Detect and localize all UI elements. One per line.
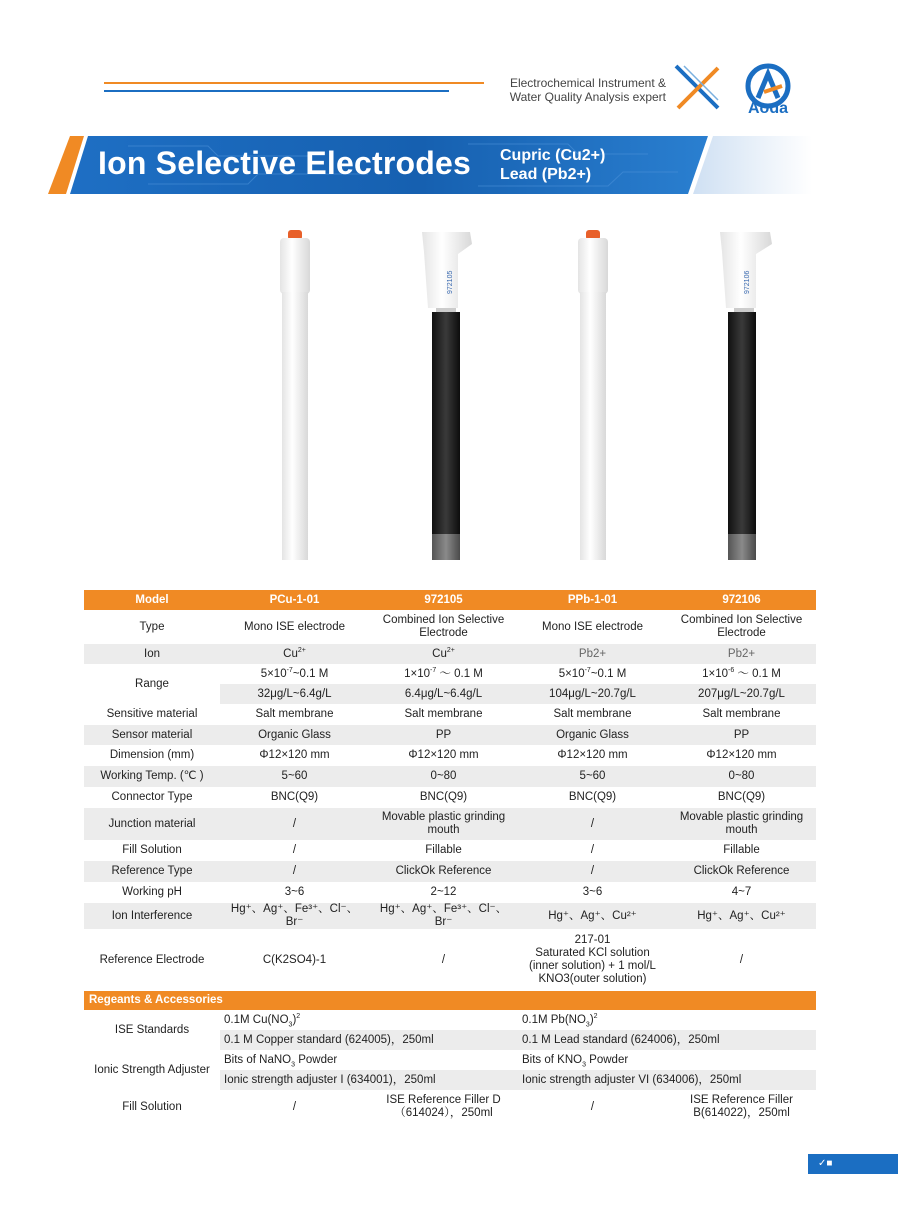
row-label: Ion — [84, 644, 220, 664]
label-972105: 972105 — [447, 270, 454, 294]
row-ion — [84, 644, 816, 664]
cell-line: ISE Reference Filler — [690, 1094, 793, 1106]
cell: 6.4μg/L~6.4g/L — [369, 684, 518, 704]
electrode-972105 — [422, 232, 472, 560]
row-label: Working pH — [122, 886, 182, 898]
cell: / — [590, 844, 595, 856]
cell: Organic Glass — [518, 725, 667, 745]
range-text: ~0.1 M — [590, 667, 627, 680]
cell — [220, 664, 369, 684]
cell: 104μg/L~20.7g/L — [518, 684, 667, 704]
cell: BNC(Q9) — [717, 791, 766, 803]
cell-line: B(614022)，250ml — [693, 1107, 790, 1119]
cell: 4~7 — [731, 886, 752, 898]
cell — [518, 929, 667, 991]
range-text: ～ 0.1 M — [436, 667, 483, 680]
cell: Φ12×120 mm — [706, 749, 777, 761]
cell: Combined Ion Selective Electrode — [382, 614, 505, 639]
cell-line: KNO3(outer solution) — [538, 973, 647, 985]
cell: 0~80 — [667, 766, 816, 787]
row-ise-1 — [84, 1010, 816, 1030]
row-isa-1 — [84, 1050, 816, 1070]
row-label: ISE Standards — [114, 1023, 190, 1036]
row-label: Ion Interference — [84, 903, 220, 929]
cell-line: 217-01 — [574, 934, 611, 946]
cell: Salt membrane — [404, 708, 483, 720]
row-label: Reference Type — [84, 861, 220, 882]
section-title: Regeants & Accessories — [84, 991, 816, 1010]
banner-subtitle — [500, 146, 605, 184]
page-corner-tab — [808, 1154, 898, 1174]
row-dimension — [84, 745, 816, 766]
range-text: 1×10 — [702, 667, 728, 680]
col-pcu: PCu-1-01 — [220, 590, 369, 610]
cell-line: ISE Reference Filler D — [386, 1094, 501, 1106]
row-label: Dimension (mm) — [109, 749, 195, 761]
row-label: Sensor material — [84, 725, 220, 745]
cell: / — [292, 1100, 297, 1113]
electrode-pcu — [280, 230, 310, 560]
row-sensitive — [84, 704, 816, 725]
row-label: Fill Solution — [122, 1100, 182, 1113]
cell-text: Bits of KNO — [522, 1053, 583, 1066]
cell: 32μg/L~6.4g/L — [220, 684, 369, 704]
row-range-1 — [84, 664, 816, 684]
cell: Φ12×120 mm — [259, 749, 330, 761]
cell: Pb2+ — [667, 644, 816, 664]
row-fill — [84, 840, 816, 861]
cell: Salt membrane — [702, 708, 781, 720]
cell: 5~60 — [518, 766, 667, 787]
range-text: 1×10 — [404, 667, 430, 680]
cell: Hg⁺、Ag⁺、Cu²⁺ — [518, 903, 667, 929]
cell-text: Bits of NaNO — [224, 1053, 292, 1066]
cell: / — [292, 844, 297, 856]
range-text: ～ 0.1 M — [734, 667, 781, 680]
cell: Ionic strength adjuster I (634001)，250ml — [220, 1070, 518, 1090]
cell — [220, 1050, 518, 1070]
cell: ClickOk Reference — [667, 861, 816, 882]
cell: 2~12 — [430, 886, 457, 898]
cell: 0~80 — [369, 766, 518, 787]
cell: / — [518, 861, 667, 882]
cell: Fillable — [723, 844, 760, 856]
spec-table — [84, 590, 816, 1124]
cell: Pb2+ — [518, 644, 667, 664]
electrode-972106 — [720, 232, 772, 560]
cell: BNC(Q9) — [568, 791, 617, 803]
row-sensor — [84, 725, 816, 745]
range-exp: -6 — [728, 666, 735, 674]
row-label: Range — [84, 664, 220, 704]
row-connector — [84, 787, 816, 808]
cell: / — [739, 953, 744, 966]
row-refelectrode — [84, 929, 816, 991]
cell — [369, 1090, 518, 1124]
cell-text: Powder — [585, 1053, 629, 1066]
cell — [220, 1010, 518, 1030]
row-label: Working Temp. (℃ ) — [84, 766, 220, 787]
cell-sup: 2 — [296, 1012, 301, 1020]
cell: / — [220, 861, 369, 882]
cell — [667, 664, 816, 684]
cell: Organic Glass — [220, 725, 369, 745]
row-label: Connector Type — [111, 791, 193, 803]
cell-sub: 3 — [291, 1060, 296, 1068]
spec-header-row — [84, 590, 816, 610]
row-label: Fill Solution — [122, 844, 182, 856]
cell: BNC(Q9) — [419, 791, 468, 803]
cell — [518, 664, 667, 684]
cell: Fillable — [425, 844, 462, 856]
cell: BNC(Q9) — [270, 791, 319, 803]
cell: Hg⁺、Ag⁺、Cu²⁺ — [667, 903, 816, 929]
row-label: Junction material — [84, 808, 220, 840]
cell: / — [590, 1100, 595, 1113]
cell: / — [518, 808, 667, 840]
cell: 0.1 M Lead standard (624006)，250ml — [518, 1030, 816, 1050]
range-exp: -7 — [584, 666, 591, 674]
electrode-images — [200, 222, 820, 567]
reagents-section-header — [84, 991, 816, 1010]
range-exp: -7 — [286, 666, 293, 674]
cell: Mono ISE electrode — [541, 620, 643, 633]
cell: / — [441, 953, 446, 966]
row-label: Reference Electrode — [99, 953, 205, 966]
cell: Combined Ion Selective Electrode — [680, 614, 803, 639]
row-type — [84, 610, 816, 644]
cell — [518, 1010, 816, 1030]
col-model: Model — [84, 590, 220, 610]
cell: 0.1 M Copper standard (624005)，250ml — [220, 1030, 518, 1050]
label-972106: 972106 — [744, 270, 751, 294]
cell: Hg⁺、Ag⁺、Fe³⁺、Cl⁻、Br⁻ — [369, 903, 518, 929]
cell-line: (inner solution) + 1 mol/L — [529, 960, 656, 972]
cell: PP — [369, 725, 518, 745]
cell: Φ12×120 mm — [408, 749, 479, 761]
cell-line: （614024），250ml — [394, 1107, 493, 1119]
tagline — [496, 76, 666, 104]
cell-text: 0.1M Cu(NO — [224, 1013, 289, 1026]
cell: Mono ISE electrode — [243, 620, 345, 633]
range-exp: -7 — [430, 666, 437, 674]
row-temp — [84, 766, 816, 787]
orange-rule — [104, 82, 484, 84]
cell: 3~6 — [582, 886, 603, 898]
range-text: 5×10 — [558, 667, 585, 680]
cell: ClickOk Reference — [369, 861, 518, 882]
cell — [667, 1090, 816, 1124]
subtitle-cupric: Cupric (Cu2+) — [500, 147, 606, 164]
cell: Salt membrane — [255, 708, 334, 720]
col-972106: 972106 — [667, 590, 816, 610]
cell: Ionic strength adjuster VI (634006)，250ml — [518, 1070, 816, 1090]
tagline-line1: Electrochemical Instrument & — [509, 76, 666, 90]
cell: 5~60 — [220, 766, 369, 787]
cell-sup: 2 — [593, 1012, 598, 1020]
cell-text: 0.1M Pb(NO — [522, 1013, 586, 1026]
range-text: 5×10 — [260, 667, 287, 680]
cell-text: ) — [292, 1013, 297, 1026]
cell-line: Saturated KCl solution — [535, 947, 650, 959]
tagline-line2: Water Quality Analysis expert — [509, 90, 666, 104]
cell: Salt membrane — [553, 708, 632, 720]
cell-sub: 3 — [585, 1020, 590, 1028]
cell: Movable plastic grinding mouth — [369, 808, 518, 840]
cell: 3~6 — [284, 886, 305, 898]
row-ph — [84, 882, 816, 903]
electrode-ppb — [578, 230, 608, 560]
row-reftype — [84, 861, 816, 882]
page-title: Ion Selective Electrodes — [98, 145, 471, 181]
col-ppb: PPb-1-01 — [518, 590, 667, 610]
ion-text: Cu — [432, 647, 447, 660]
row-junction — [84, 808, 816, 840]
row-interference — [84, 903, 816, 929]
cell — [518, 1050, 816, 1070]
row-reagent-fill — [84, 1090, 816, 1124]
cell: / — [220, 808, 369, 840]
row-label: Sensitive material — [106, 708, 198, 720]
cell — [369, 664, 518, 684]
ion-charge: 2+ — [297, 646, 306, 654]
page-mark-icon: ✓■ — [818, 1158, 833, 1169]
x-mark-icon — [672, 64, 722, 110]
cell-sub: 3 — [288, 1020, 293, 1028]
row-label: Ionic Strength Adjuster — [94, 1063, 210, 1076]
row-label: Type — [139, 620, 165, 633]
col-972105: 972105 — [369, 590, 518, 610]
blue-rule — [104, 90, 449, 92]
cell-text: ) — [589, 1013, 594, 1026]
cell-text: Powder — [295, 1053, 338, 1066]
ion-charge: 2+ — [446, 646, 455, 654]
ion-text: Cu — [283, 647, 298, 660]
range-text: ~0.1 M — [292, 667, 329, 680]
cell: C(K2SO4)-1 — [262, 953, 327, 966]
cell: 207μg/L~20.7g/L — [667, 684, 816, 704]
cell — [369, 644, 518, 664]
subtitle-lead: Lead (Pb2+) — [500, 166, 592, 183]
brand-name: Aoda — [748, 100, 788, 117]
cell: Φ12×120 mm — [557, 749, 628, 761]
cell — [220, 644, 369, 664]
cell: Hg⁺、Ag⁺、Fe³⁺、Cl⁻、Br⁻ — [220, 903, 369, 929]
cell-sub: 3 — [582, 1060, 586, 1068]
cell: Movable plastic grinding mouth — [667, 808, 816, 840]
cell: PP — [667, 725, 816, 745]
